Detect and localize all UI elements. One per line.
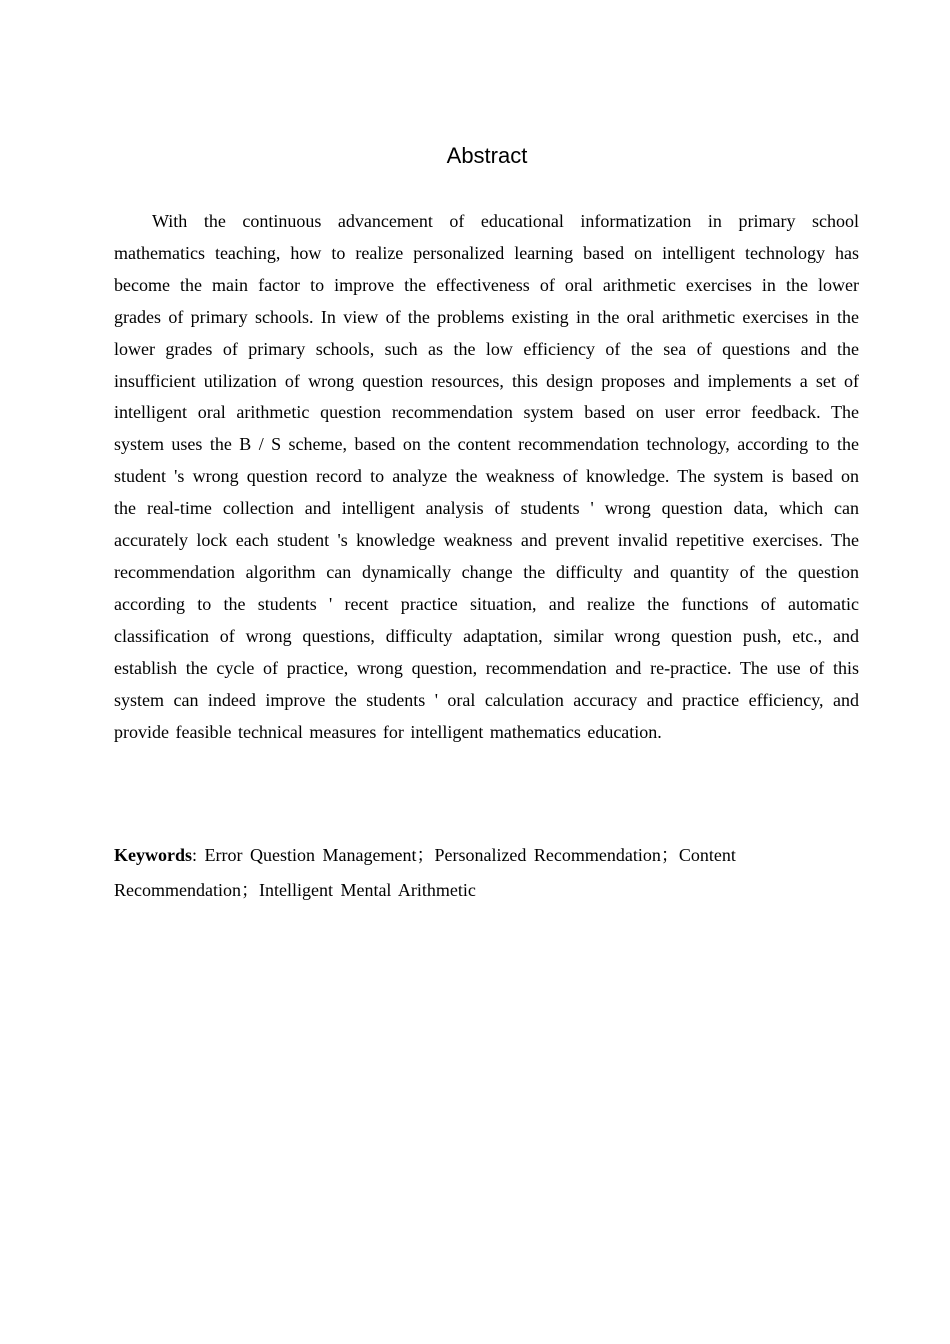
keywords-text: Error Question Management；Personalized Recommendation；Content Recommendation；Intelligent Mental Arithmetic [114, 845, 736, 900]
abstract-title: Abstract [446, 143, 528, 168]
keywords-separator: : [192, 845, 205, 865]
keywords-line [114, 838, 859, 908]
keywords-label: Keywords [114, 845, 192, 865]
abstract-body: With the continuous advancement of educational informatization in primary school mathematics teaching, how to realize personalized learning based on intelligent technology has become the main factor to improve the effectiveness of oral arithmetic exercises in the lower grades of primary schools. In view of the problems existing in the oral arithmetic exercises in the lower grades of primary schools, such as the low efficiency of the sea of questions and the insufficient utilization of wrong question resources, this design proposes and implements a set of intelligent oral arithmetic question recommendation system based on user error feedback. The system uses the B / S scheme, based on the content recommendation technology, according to the student 's wrong question record to analyze the weakness of knowledge. The system is based on the real-time collection and intelligent analysis of students ' wrong question data, which can accurately lock each student 's knowledge weakness and prevent invalid repetitive exercises. The recommendation algorithm can dynamically change the difficulty and quantity of the question according to the students ' recent practice situation, and realize the functions of automatic classification of wrong questions, difficulty adaptation, similar wrong question push, etc., and establish the cycle of practice, wrong question, recommendation and re-practice. The use of this system can indeed improve the students ' oral calculation accuracy and practice efficiency, and provide feasible technical measures for intelligent mathematics education. [114, 211, 859, 742]
